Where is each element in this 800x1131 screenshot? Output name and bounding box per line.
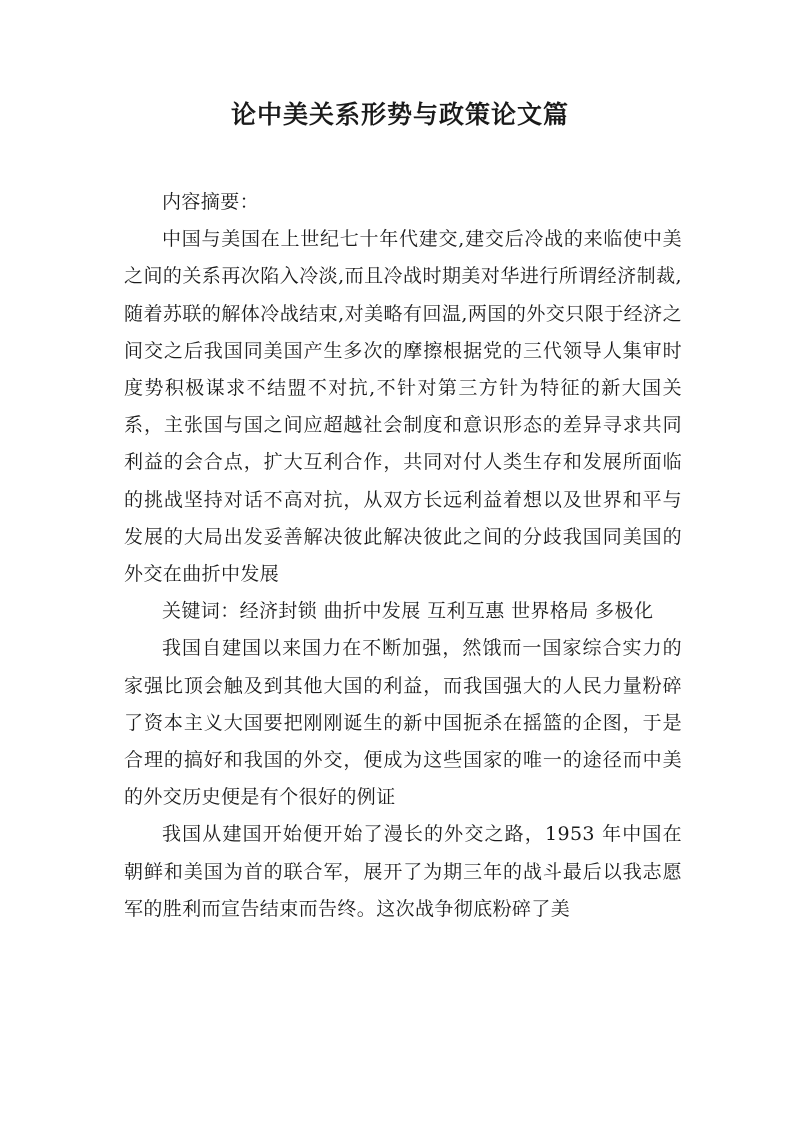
abstract-paragraph: 中国与美国在上世纪七十年代建交,建交后冷战的来临使中美之间的关系再次陷入冷淡,而且冷战时期美对华进行所谓经济制裁,随着苏联的解体冷战结束,对美略有回温,两国的外交只限于经济之间交之后我国同美国产生多次的摩擦根据党的三代领导人集审时度势积极谋求不结盟不对抗,不针对第三方针为特征的新大国关系，主张国与国之间应超越社会制度和意识形态的差异寻求共同利益的会合点，扩大互利合作，共同对付人类生存和发展所面临的挑战坚持对话不高对抗，从双方长远利益着想以及世界和平与发展的大局出发妥善解决彼此解决彼此之间的分歧我国同美国的外交在曲折中发展	[124, 228, 682, 586]
body-paragraph: 我国从建国开始便开始了漫长的外交之路，1953 年中国在朝鲜和美国为首的联合军，展开了为期三年的战斗最后以我志愿军的胜利而宣告结束而告终。这次战争彻底粉碎了美	[124, 823, 682, 920]
document-title: 论中美关系形势与政策论文篇	[230, 100, 569, 129]
keywords-paragraph: 关键词：经济封锁 曲折中发展 互利互惠 世界格局 多极化	[162, 600, 654, 623]
body-paragraph: 我国自建国以来国力在不断加强，然饿而一国家综合实力的家强比顶会触及到其他大国的利益，而我国强大的人民力量粉碎了资本主义大国要把刚刚诞生的新中国扼杀在摇篮的企图，于是合理的搞好和我国的外交，便成为这些国家的唯一的途径而中美的外交历史便是有个很好的例证	[124, 637, 682, 809]
document-body	[124, 184, 682, 928]
abstract-label: 内容摘要：	[162, 191, 260, 213]
